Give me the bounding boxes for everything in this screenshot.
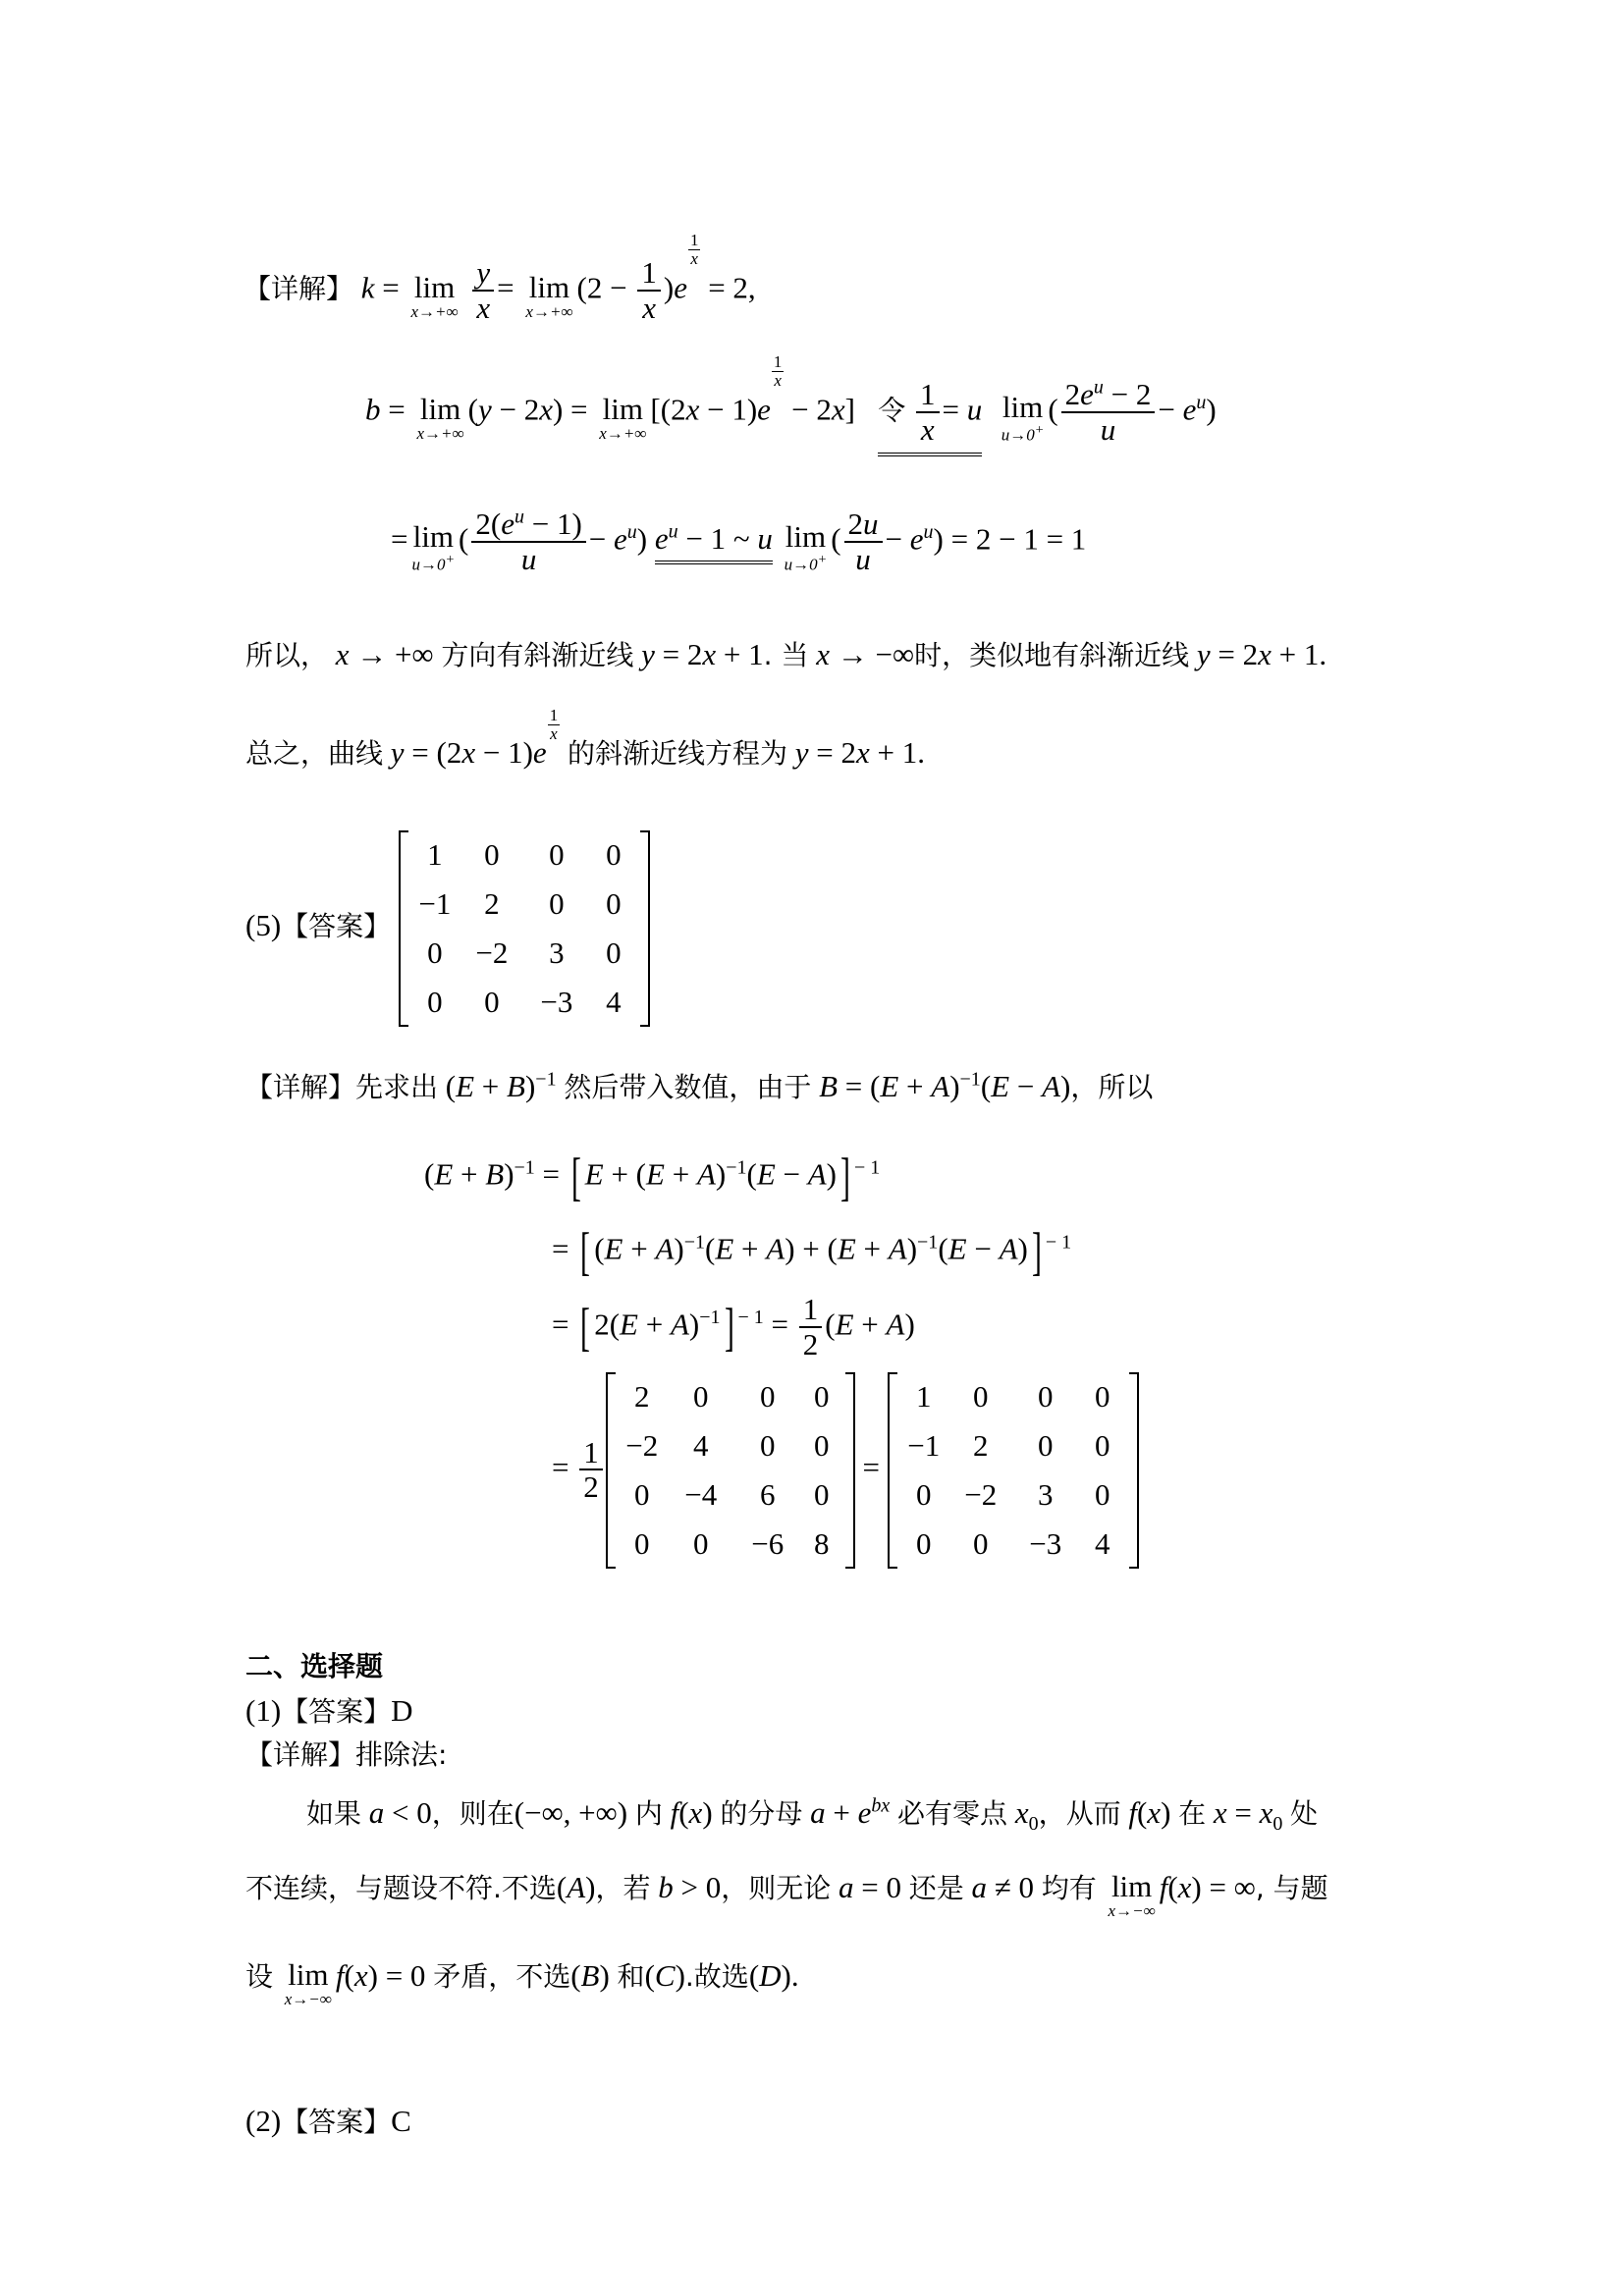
so-line: 所以， x → +∞ 方向有斜渐近线 y = 2x + 1. 当 x → −∞时，类似地有斜渐近线 y = 2x + 1. [245,637,1327,671]
deriv-1: $(E + B)^{-1}$ = [ $E + (E + A)^{-1}(E - A)$] $^{- 1}$ [424,1148,881,1206]
para-1: 如果 a < 0，则在(−∞, +∞) 内 f(x) 的分母 $a + e^{bx}$ 必有零点 $x_0$，从而 f(x) 在 $x = x_0$ 处 [306,1794,1319,1836]
deriv-3: = [ $2(E + A)^{-1}$] $^{- 1}$ = $\frac{1}{2}$ (E + A) [552,1292,915,1362]
matrix-2EA: 2 0 0 0 −2 4 0 0 0 −4 6 0 0 0 −6 8 [606,1372,855,1569]
para-2: 不连续，与题设不符.不选(A)，若 b > 0，则无论 a = 0 还是 a ≠ 0 均有 lim x→−∞ f(x) = ∞, 与题 [245,1869,1328,1920]
deriv-2: = [ $(E + A)^{-1}(E + A) + (E + A)^{-1}(E - A)$] $^{- 1}$ [552,1222,1072,1281]
sq1-detail: 【详解】排除法: [245,1738,448,1771]
sq2-answer: (2)【答案】C [245,2104,411,2138]
detail-label: 【详解】 [244,272,354,305]
answer-matrix: 1 0 0 0 −1 2 0 0 0 −2 3 0 0 0 −3 4 [399,830,650,1027]
eq-k: 【详解】 k = lim x→+∞ $\frac{y}{x}$ = lim x→+∞ (2 − $\frac{1}{x}$ )e $\frac{1}{x}$ = 2, [244,231,756,325]
matrix-result: 1 0 0 0 −1 2 0 0 0 −2 3 0 0 0 −3 4 [888,1372,1139,1569]
sq1-answer: (1)【答案】D [245,1693,413,1728]
eq-b: b = lim x→+∞ (y − 2x) = lim x→+∞ [(2x − 1)e $\frac{1}{x}$ − 2x] 令 $\frac{1}{x}$ = u lim u→0+ ( $\frac{2e^u - 2}{u}$ − $e^u$) [365,379,1217,456]
eq-b-cont: = lim u→0+ ( $\frac{2(e^u - 1)}{u}$ − $e^u$) $e^u - 1$ ~ u lim u→0+ ( $\frac{2u}{u}$ − $e^u) = 2 - 1 = 1$ [391,506,1087,576]
section-heading: 二、选择题 [245,1650,384,1682]
summary-line: 总之，曲线 y = (2x − 1)e $\frac{1}{x}$ 的斜渐近线方程为 y = 2x + 1. [245,706,925,770]
detail5-line: 【详解】先求出 $(E + B)^{-1}$ 然后带入数值，由于 $B = (E + A)^{-1}(E - A)$，所以 [245,1068,1154,1103]
para-3: 设 lim x→−∞ f(x) = 0 矛盾，不选(B) 和(C).故选(D). [245,1957,799,2008]
let-label: 令 [878,394,906,427]
deriv-4: = $\frac{1}{2}$ 2 0 0 0 −2 4 0 0 0 −4 6 0 0 0 −6 8 = 1 0 0 0 −1 2 0 0 0 −2 3 0 0 0 −3 4 [552,1372,1139,1569]
q5-answer: (5)【答案】 1 0 0 0 −1 2 0 0 0 −2 3 0 0 0 −3 4 [245,830,650,1027]
